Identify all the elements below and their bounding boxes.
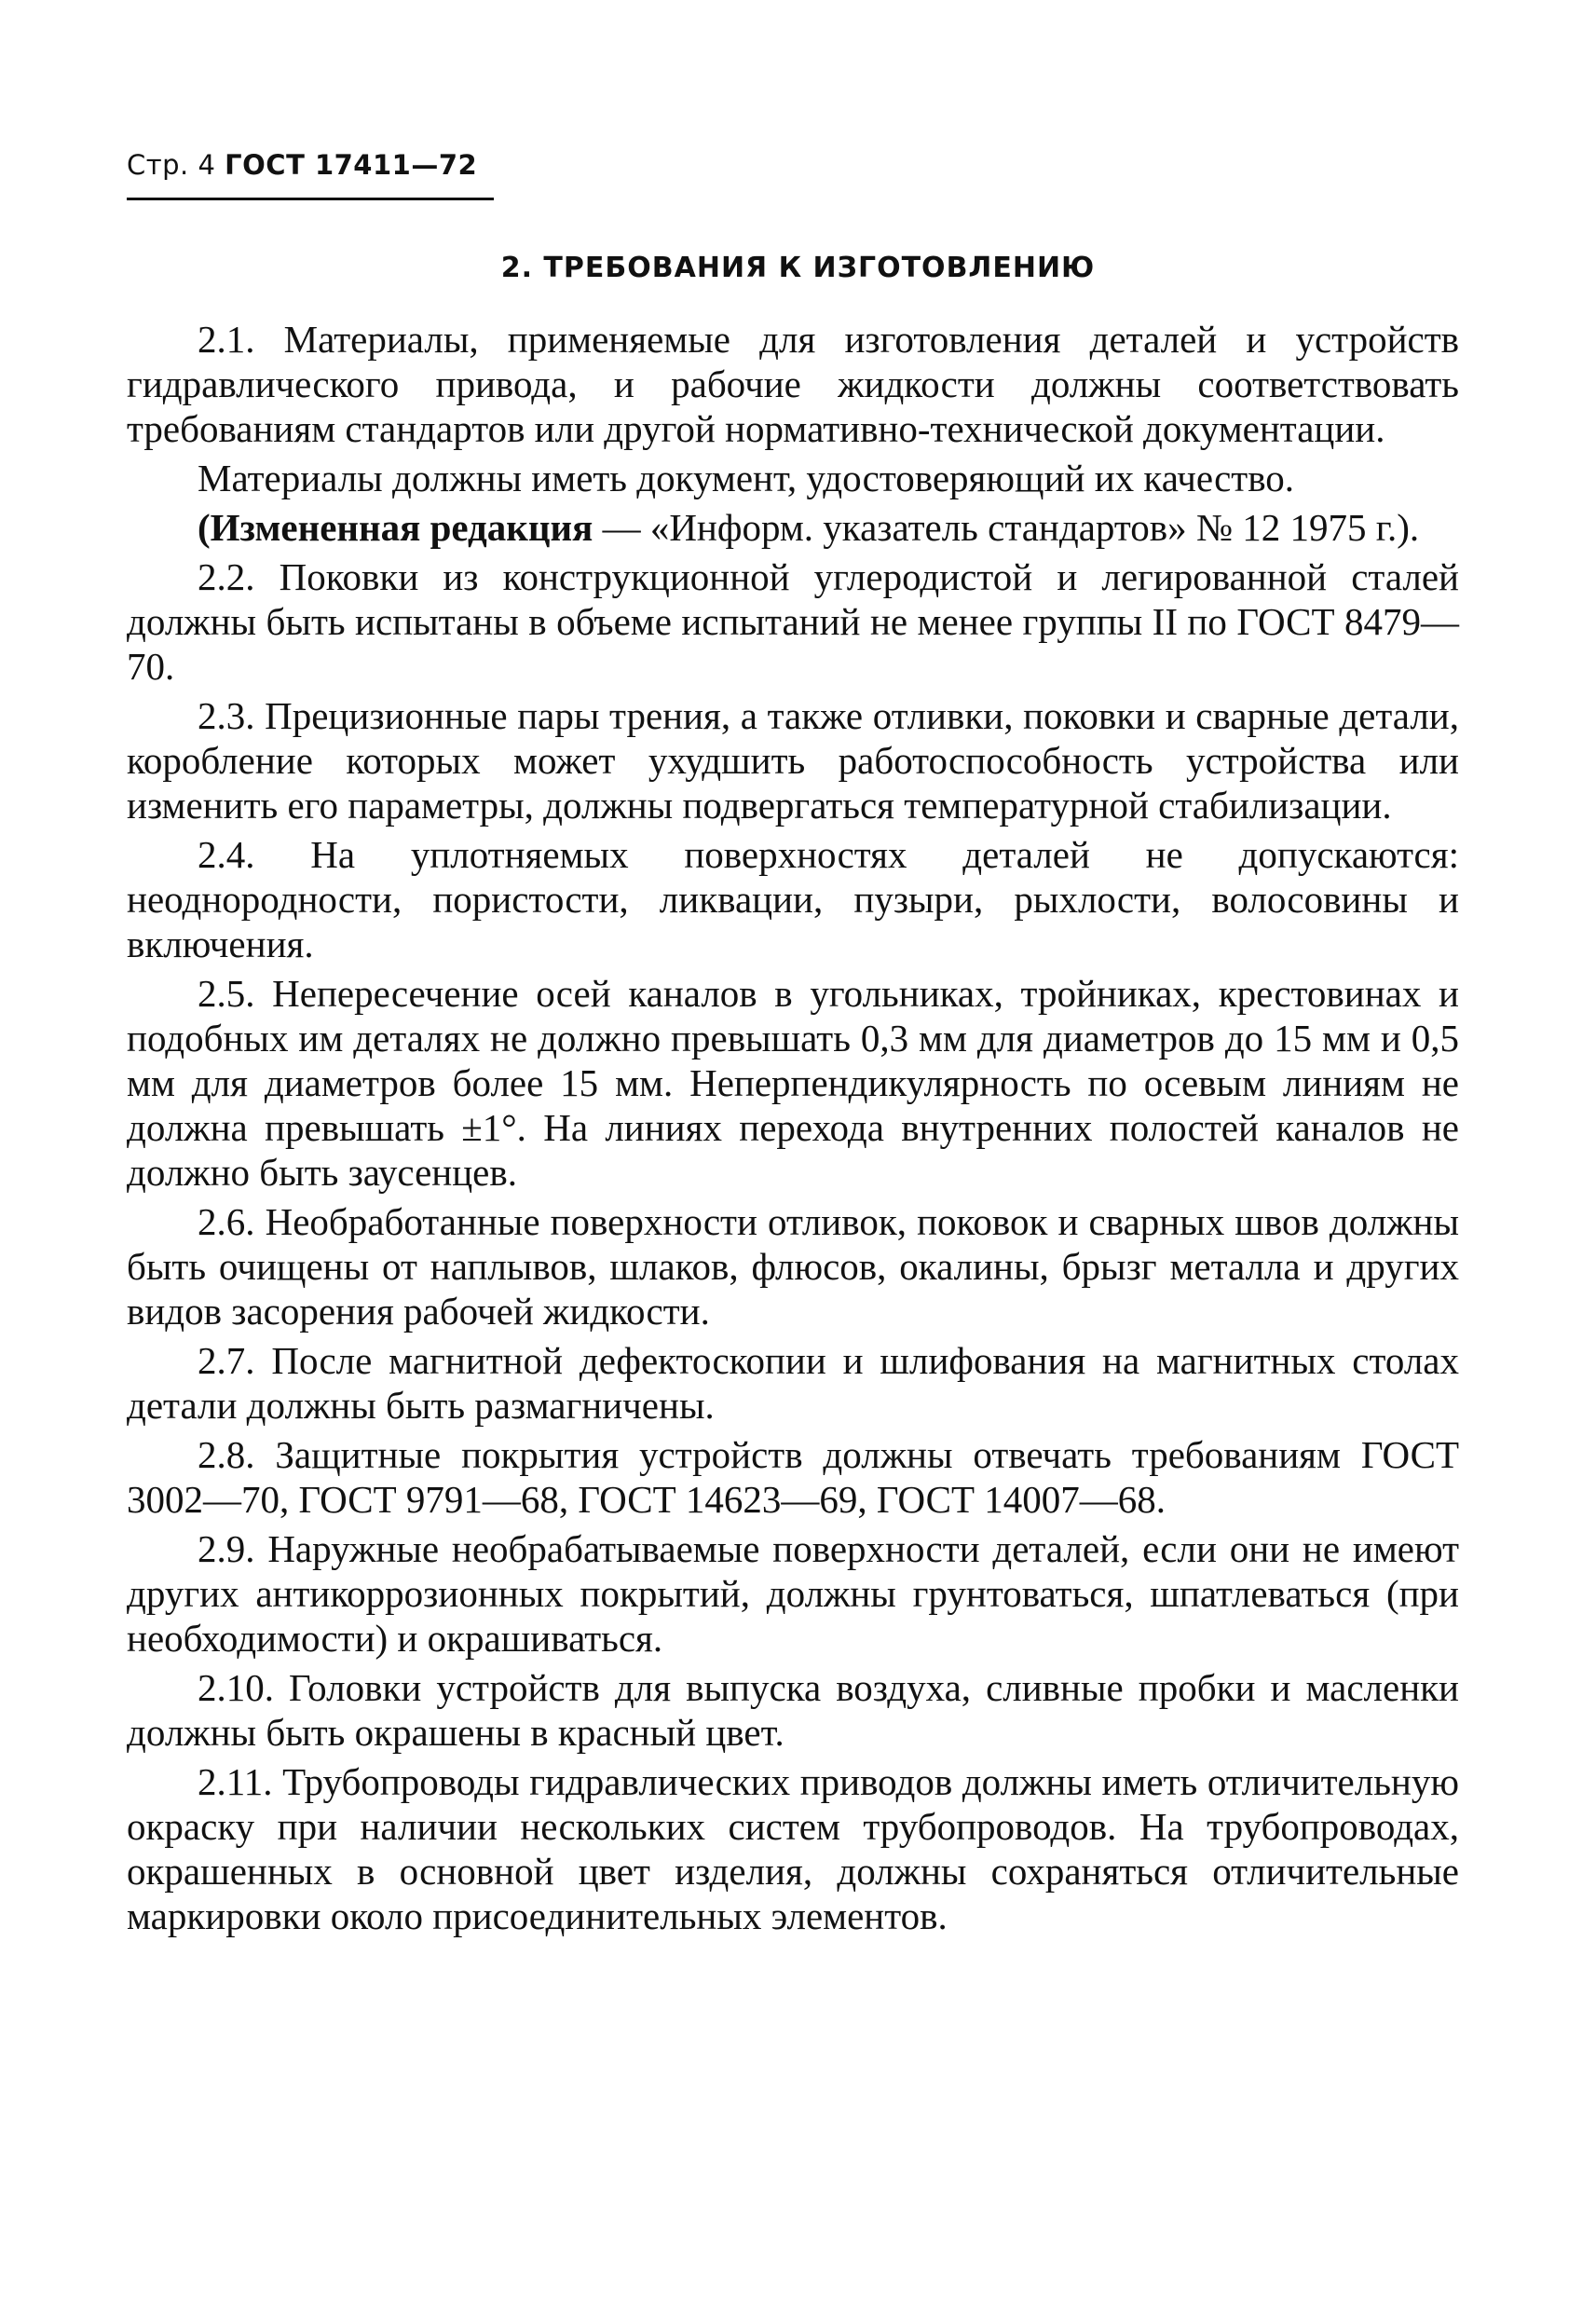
standard-number: ГОСТ 17411—72 — [225, 149, 478, 181]
document-body — [127, 317, 1459, 1943]
paragraph-2-2: 2.2. Поковки из конструкционной углеродистой и легированной сталей должны быть испытаны в объеме испытаний не менее группы II по ГОСТ 8479—70. — [127, 555, 1459, 688]
paragraph-2-8: 2.8. Защитные покрытия устройств должны отвечать требованиям ГОСТ 3002—70, ГОСТ 9791—68, ГОСТ 14623—69, ГОСТ 14007—68. — [127, 1433, 1459, 1521]
paragraph-2-11: 2.11. Трубопроводы гидравлических приводов должны иметь отличительную окраску при наличии нескольких систем трубопроводов. На трубопроводах, окрашенных в основной цвет изделия, должны сохраняться отличительные маркировки около присоединительных элементов. — [127, 1760, 1459, 1937]
paragraph-materials-document: Материалы должны иметь документ, удостоверяющий их качество. — [198, 457, 1295, 499]
edit-note — [127, 505, 1459, 550]
paragraph-2-3: 2.3. Прецизионные пары трения, а также отливки, поковки и сварные детали, коробление которых может ухудшить работоспособность устройства или изменить его параметры, должны подвергаться температурной стабилизации. — [127, 694, 1459, 827]
paragraph-2-7: 2.7. После магнитной дефектоскопии и шлифования на магнитных столах детали должны быть размагничены. — [127, 1339, 1459, 1427]
paragraph-2-6: 2.6. Необработанные поверхности отливок, поковок и сварных швов должны быть очищены от наплывов, шлаков, флюсов, окалины, брызг металла и других видов засорения рабочей жидкости. — [127, 1200, 1459, 1333]
paragraph-2-4: 2.4. На уплотняемых поверхностях деталей не допускаются: неоднородности, пористости, ликвации, пузыри, рыхлости, волосовины и включения. — [127, 833, 1459, 965]
header-rule — [127, 198, 494, 200]
paragraph-2-1: 2.1. Материалы, применяемые для изготовления деталей и устройств гидравлического привода, и рабочие жидкости должны соответствовать требованиям стандартов или другой нормативно-технической документации. — [127, 318, 1459, 450]
edit-note-label: (Измененная редакция — [198, 506, 593, 549]
section-title: 2. ТРЕБОВАНИЯ К ИЗГОТОВЛЕНИЮ — [500, 252, 1096, 284]
paragraph-2-9: 2.9. Наружные необрабатываемые поверхности деталей, если они не имеют других антикоррозионных покрытий, должны грунтоваться, шпатлеваться (при необходимости) и окрашиваться. — [127, 1527, 1459, 1660]
paragraph-2-10: 2.10. Головки устройств для выпуска воздуха, сливные пробки и масленки должны быть окрашены в красный цвет. — [127, 1666, 1459, 1754]
page-header — [127, 149, 477, 181]
paragraph-2-5: 2.5. Непересечение осей каналов в угольниках, тройниках, крестовинах и подобных им деталях не должно превышать 0,3 мм для диаметров до 15 мм и 0,5 мм для диаметров более 15 мм. Неперпендикулярность по осевым линиям не должна превышать ±1°. На линиях перехода внутренних полостей каналов не должно быть заусенцев. — [127, 972, 1459, 1194]
edit-note-text: — «Информ. указатель стандартов» № 12 1975 г.). — [593, 506, 1420, 549]
page-number: Стр. 4 — [127, 149, 216, 181]
